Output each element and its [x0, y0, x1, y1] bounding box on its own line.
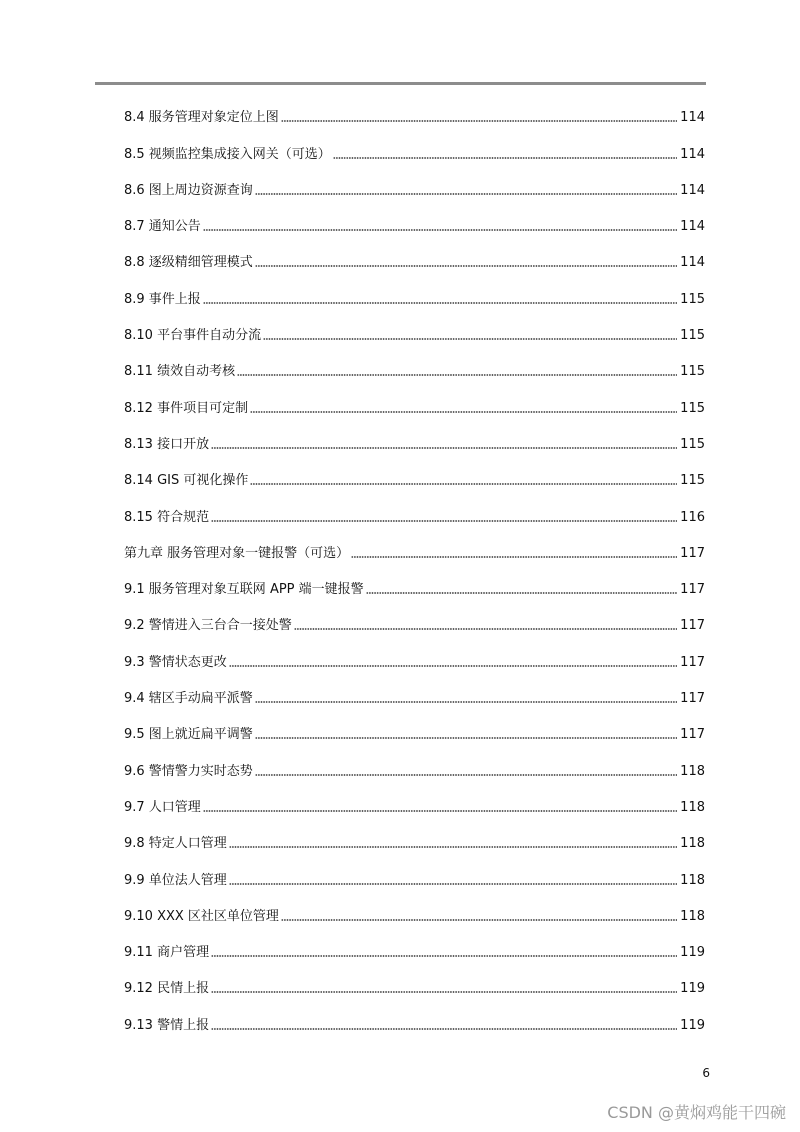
toc-entry[interactable] [124, 344, 705, 380]
toc-dot-leader [366, 592, 678, 594]
toc-entry-title: 9.13 警情上报 [124, 1017, 210, 1033]
toc-entry[interactable] [124, 889, 705, 925]
toc-entry-title: 9.7 人口管理 [124, 799, 201, 815]
toc-dot-leader [211, 1028, 677, 1030]
toc-dot-leader [255, 193, 677, 195]
toc-entry-title: 8.10 平台事件自动分流 [124, 328, 262, 344]
page-number: 6 [702, 1066, 710, 1080]
toc-entry-title: 8.11 绩效自动考核 [124, 364, 236, 380]
toc-dot-leader [255, 265, 677, 267]
toc-entry-page: 115 [680, 473, 705, 489]
toc-entry[interactable] [124, 598, 705, 634]
toc-entry-title: 8.15 符合规范 [124, 509, 210, 525]
toc-entry[interactable] [124, 816, 705, 852]
toc-dot-leader [203, 302, 677, 304]
toc-entry-title: 9.1 服务管理对象互联网 APP 端一键报警 [124, 582, 364, 598]
toc-entry-page: 114 [680, 182, 705, 198]
toc-entry-page: 114 [680, 110, 705, 126]
toc-dot-leader [255, 774, 677, 776]
toc-dot-leader [255, 701, 677, 703]
toc-entry[interactable] [124, 743, 705, 779]
toc-entry-page: 118 [680, 763, 705, 779]
toc-entry[interactable] [124, 417, 705, 453]
header-rule [95, 82, 706, 85]
toc-entry-page: 117 [680, 582, 705, 598]
toc-dot-leader [351, 556, 677, 558]
toc-entry-title: 9.4 辖区手动扁平派警 [124, 691, 253, 707]
toc-dot-leader [229, 846, 677, 848]
toc-entry-title: 8.4 服务管理对象定位上图 [124, 110, 279, 126]
toc-entry-page: 117 [680, 545, 705, 561]
toc-dot-leader [229, 665, 677, 667]
toc-dot-leader [333, 157, 677, 159]
toc-entry-title: 8.13 接口开放 [124, 436, 210, 452]
toc-dot-leader [255, 737, 677, 739]
toc-entry-title: 8.6 图上周边资源查询 [124, 182, 253, 198]
toc-entry-title: 9.2 警情进入三台合一接处警 [124, 618, 292, 634]
toc-entry-page: 118 [680, 872, 705, 888]
toc-entry[interactable] [124, 961, 705, 997]
toc-entry-title: 9.9 单位法人管理 [124, 872, 227, 888]
toc-entry-page: 118 [680, 836, 705, 852]
toc-entry[interactable] [124, 780, 705, 816]
toc-entry-page: 117 [680, 654, 705, 670]
toc-entry-page: 115 [680, 436, 705, 452]
toc-dot-leader [281, 120, 677, 122]
toc-entry-title: 9.8 特定人口管理 [124, 836, 227, 852]
toc-dot-leader [250, 483, 677, 485]
toc-entry-title: 第九章 服务管理对象一键报警（可选） [124, 545, 350, 561]
toc-entry-page: 117 [680, 727, 705, 743]
toc-dot-leader [229, 883, 677, 885]
toc-dot-leader [211, 991, 677, 993]
toc-entry-page: 114 [680, 146, 705, 162]
toc-entry-title: 9.5 图上就近扁平调警 [124, 727, 253, 743]
toc-entry-page: 117 [680, 691, 705, 707]
toc-dot-leader [203, 810, 677, 812]
toc-entry-title: 8.12 事件项目可定制 [124, 400, 249, 416]
toc-entry-page: 115 [680, 364, 705, 380]
toc-entry-title: 8.14 GIS 可视化操作 [124, 473, 249, 489]
toc-dot-leader [294, 628, 677, 630]
toc-entry[interactable] [124, 671, 705, 707]
toc-entry[interactable] [124, 489, 705, 525]
toc-entry[interactable] [124, 925, 705, 961]
toc-dot-leader [203, 229, 677, 231]
toc-entry[interactable] [124, 380, 705, 416]
toc-entry-page: 117 [680, 618, 705, 634]
toc-entry-page: 119 [680, 981, 705, 997]
toc-entry-title: 9.6 警情警力实时态势 [124, 763, 253, 779]
toc-entry-page: 118 [680, 799, 705, 815]
toc-entry-title: 8.7 通知公告 [124, 219, 201, 235]
toc-entry-title: 9.3 警情状态更改 [124, 654, 227, 670]
toc-entry[interactable] [124, 997, 705, 1033]
toc-entry-page: 119 [680, 1017, 705, 1033]
toc-entry-page: 115 [680, 291, 705, 307]
toc-entry[interactable] [124, 163, 705, 199]
toc-entry[interactable] [124, 852, 705, 888]
toc-entry[interactable] [124, 707, 705, 743]
toc-entry[interactable] [124, 526, 705, 562]
toc-entry-page: 115 [680, 328, 705, 344]
toc-dot-leader [211, 520, 677, 522]
toc-entry[interactable] [124, 235, 705, 271]
toc-dot-leader [250, 411, 677, 413]
toc-dot-leader [211, 955, 677, 957]
toc-dot-leader [211, 447, 677, 449]
toc-entry[interactable] [124, 634, 705, 670]
toc-entry-page: 119 [680, 945, 705, 961]
toc-entry[interactable] [124, 126, 705, 162]
toc-entry-title: 9.12 民情上报 [124, 981, 210, 997]
toc-entry-title: 9.10 XXX 区社区单位管理 [124, 908, 279, 924]
toc-entry-page: 118 [680, 908, 705, 924]
toc-entry[interactable] [124, 308, 705, 344]
toc-dot-leader [263, 338, 677, 340]
toc-entry-page: 116 [680, 509, 705, 525]
toc-entry[interactable] [124, 271, 705, 307]
table-of-contents [124, 90, 705, 1034]
toc-dot-leader [237, 374, 677, 376]
toc-entry[interactable] [124, 199, 705, 235]
toc-dot-leader [281, 919, 677, 921]
toc-entry-page: 115 [680, 400, 705, 416]
toc-entry-page: 114 [680, 255, 705, 271]
watermark: CSDN @黄焖鸡能干四碗 [607, 1103, 786, 1122]
toc-entry-title: 8.9 事件上报 [124, 291, 201, 307]
toc-entry-page: 114 [680, 219, 705, 235]
toc-entry-title: 9.11 商户管理 [124, 945, 210, 961]
toc-entry-title: 8.5 视频监控集成接入网关（可选） [124, 146, 331, 162]
toc-entry[interactable] [124, 453, 705, 489]
toc-entry[interactable] [124, 90, 705, 126]
toc-entry-title: 8.8 逐级精细管理模式 [124, 255, 253, 271]
toc-entry[interactable] [124, 562, 705, 598]
